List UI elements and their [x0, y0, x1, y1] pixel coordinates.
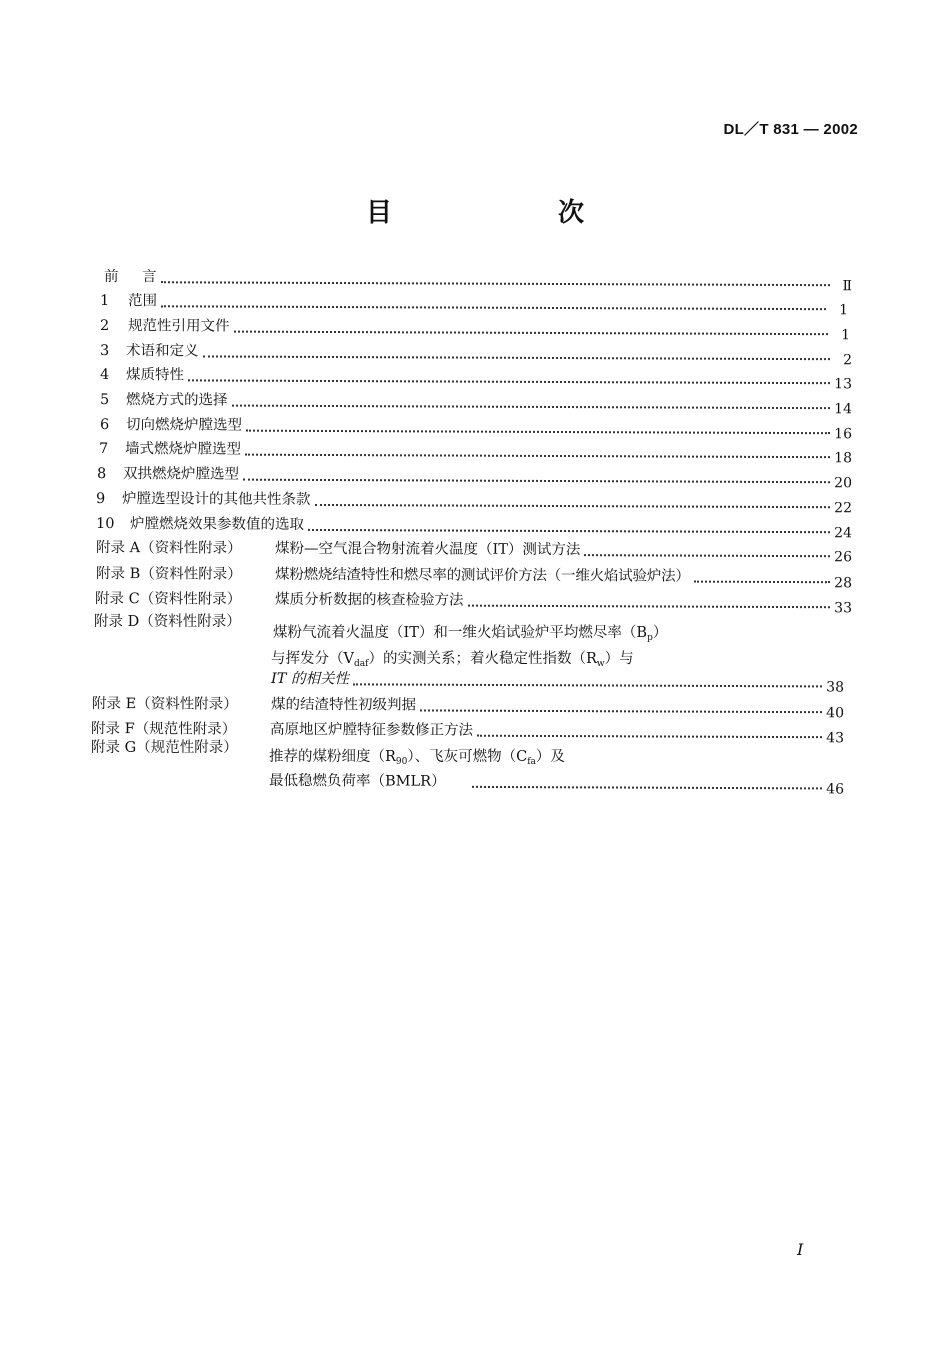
toc-number: 9 [96, 491, 106, 508]
appendix-label: 附录 E（资料性附录） [92, 696, 238, 713]
page-title: 目 次 [365, 198, 654, 228]
toc-title: 规范性引用文件 [128, 318, 230, 335]
toc-title: 煤质分析数据的核查检验方法 [275, 591, 464, 609]
toc-page: 26 [834, 549, 853, 566]
toc-row-appendix-b[interactable] [96, 565, 853, 592]
toc-title: 煤粉—空气混合物射流着火温度（IT）测试方法 [275, 540, 581, 559]
toc-row-8[interactable] [97, 465, 853, 492]
toc-title-part: ）及 [535, 749, 565, 765]
toc-number: 4 [100, 367, 110, 384]
toc-title: 最低稳燃负荷率（BMLR） [269, 773, 446, 790]
toc-number: 8 [97, 466, 107, 483]
toc-row-10[interactable] [96, 515, 853, 542]
dot-leader [234, 331, 829, 336]
dot-leader [477, 735, 822, 739]
dot-leader [188, 379, 830, 384]
toc-row-3[interactable] [100, 342, 853, 369]
dot-leader [315, 504, 831, 508]
dot-leader [246, 430, 830, 435]
appendix-label: 附录 C（资料性附录） [95, 591, 242, 608]
toc-title-part: ）、飞灰可燃物（C [407, 749, 528, 765]
toc-title: 切向燃烧炉膛选型 [126, 417, 243, 434]
toc-row-appendix-c[interactable] [95, 590, 853, 617]
dot-leader [353, 683, 822, 687]
dot-leader [420, 709, 822, 713]
dot-leader [245, 454, 830, 459]
dot-leader [472, 786, 822, 790]
toc-page: 13 [834, 376, 853, 393]
dot-leader [584, 554, 830, 557]
subscript: fa [527, 757, 536, 767]
toc-title-part: 与挥发分（V [271, 651, 354, 667]
toc-title: IT 的相关性 [271, 671, 350, 688]
toc-title-part: 煤粉气流着火温度（IT）和一维火焰试验炉平均燃尽率（B [273, 625, 648, 641]
toc-number: 3 [100, 343, 110, 360]
toc-title: 煤质特性 [126, 367, 185, 384]
subscript: daf [353, 659, 369, 669]
toc-title-part: ）的实测关系；着火稳定性指数（R [368, 651, 597, 667]
toc-row-5[interactable] [100, 391, 853, 418]
toc-title: 煤的结渣特性初级判据 [271, 696, 417, 714]
toc-page: 40 [826, 705, 845, 722]
subscript: w [596, 659, 605, 669]
toc-page: 43 [826, 730, 845, 747]
toc-number: 6 [100, 417, 110, 434]
toc-title: 煤粉燃烧结渣特性和燃尽率的测试评价方法（一维火焰试验炉法） [275, 566, 690, 585]
toc-title-part: ）与 [604, 651, 634, 667]
toc-page: 16 [834, 426, 853, 443]
toc-title: 术语和定义 [126, 343, 199, 360]
toc-title-line [273, 624, 667, 647]
subscript: p [647, 633, 653, 643]
toc-row-1[interactable] [100, 292, 849, 319]
toc-page: Ⅱ [842, 278, 853, 295]
toc-number: 前 [104, 269, 119, 286]
dot-leader [203, 355, 831, 360]
toc-page: 28 [834, 575, 853, 592]
toc-row-4[interactable] [100, 366, 853, 393]
toc-title-part: ） [652, 625, 668, 641]
toc-page: 33 [834, 600, 853, 617]
toc-number: 7 [99, 441, 109, 458]
appendix-label: 附录 G（规范性附录） [91, 740, 238, 756]
toc-page: 24 [834, 525, 853, 542]
toc-number: 5 [100, 392, 110, 409]
toc-row-appendix-d[interactable] [271, 670, 845, 696]
dot-leader [308, 529, 830, 533]
toc-page: 1 [839, 302, 849, 319]
toc-row-6[interactable] [100, 416, 853, 443]
subscript: 90 [395, 757, 408, 767]
toc-row-7[interactable] [99, 440, 853, 467]
dot-leader [161, 305, 826, 310]
toc-title-part: 推荐的煤粉细度（R [269, 749, 396, 765]
dot-leader [468, 605, 831, 609]
dot-leader [243, 479, 830, 484]
toc-title: 言 [142, 269, 157, 286]
toc-row-appendix-e[interactable] [92, 695, 845, 722]
toc-page: 46 [826, 781, 845, 798]
dot-leader [161, 281, 831, 286]
toc-row-appendix-a[interactable] [96, 539, 853, 566]
toc-page: 20 [834, 475, 853, 492]
toc-title: 炉膛选型设计的其他共性条款 [122, 491, 311, 508]
toc-number: 2 [100, 318, 110, 335]
toc-page: 22 [834, 500, 853, 517]
toc-title: 墙式燃烧炉膛选型 [125, 441, 242, 458]
toc-row-appendix-g[interactable] [269, 772, 845, 798]
toc-row-foreword[interactable] [104, 268, 853, 295]
appendix-label: 附录 B（资料性附录） [96, 566, 242, 583]
toc-title: 双拱燃烧炉膛选型 [123, 466, 240, 483]
toc-title: 燃烧方式的选择 [126, 392, 228, 409]
toc-page: 1 [841, 327, 851, 344]
toc-title: 高原地区炉膛特征参数修正方法 [270, 721, 474, 739]
toc-row-9[interactable] [96, 490, 853, 517]
document-code: DL／T 831 — 2002 [723, 121, 858, 138]
toc-page: 38 [826, 679, 845, 696]
appendix-label: 附录 A（资料性附录） [96, 540, 242, 557]
dot-leader [232, 405, 831, 410]
appendix-label: 附录 F（规范性附录） [91, 721, 237, 738]
toc-page: 2 [843, 352, 853, 369]
appendix-label: 附录 D（资料性附录） [94, 614, 241, 630]
toc-row-2[interactable] [100, 317, 851, 344]
toc-title: 炉膛燃烧效果参数值的选取 [130, 516, 305, 533]
toc-title: 范围 [128, 293, 158, 310]
page-number: I [797, 1240, 804, 1259]
toc-number: 1 [100, 293, 110, 310]
toc-title-line [269, 748, 565, 771]
dot-leader [694, 581, 830, 584]
toc-number: 10 [96, 516, 115, 533]
toc-page: 18 [834, 450, 853, 467]
toc-page: 14 [834, 401, 853, 418]
